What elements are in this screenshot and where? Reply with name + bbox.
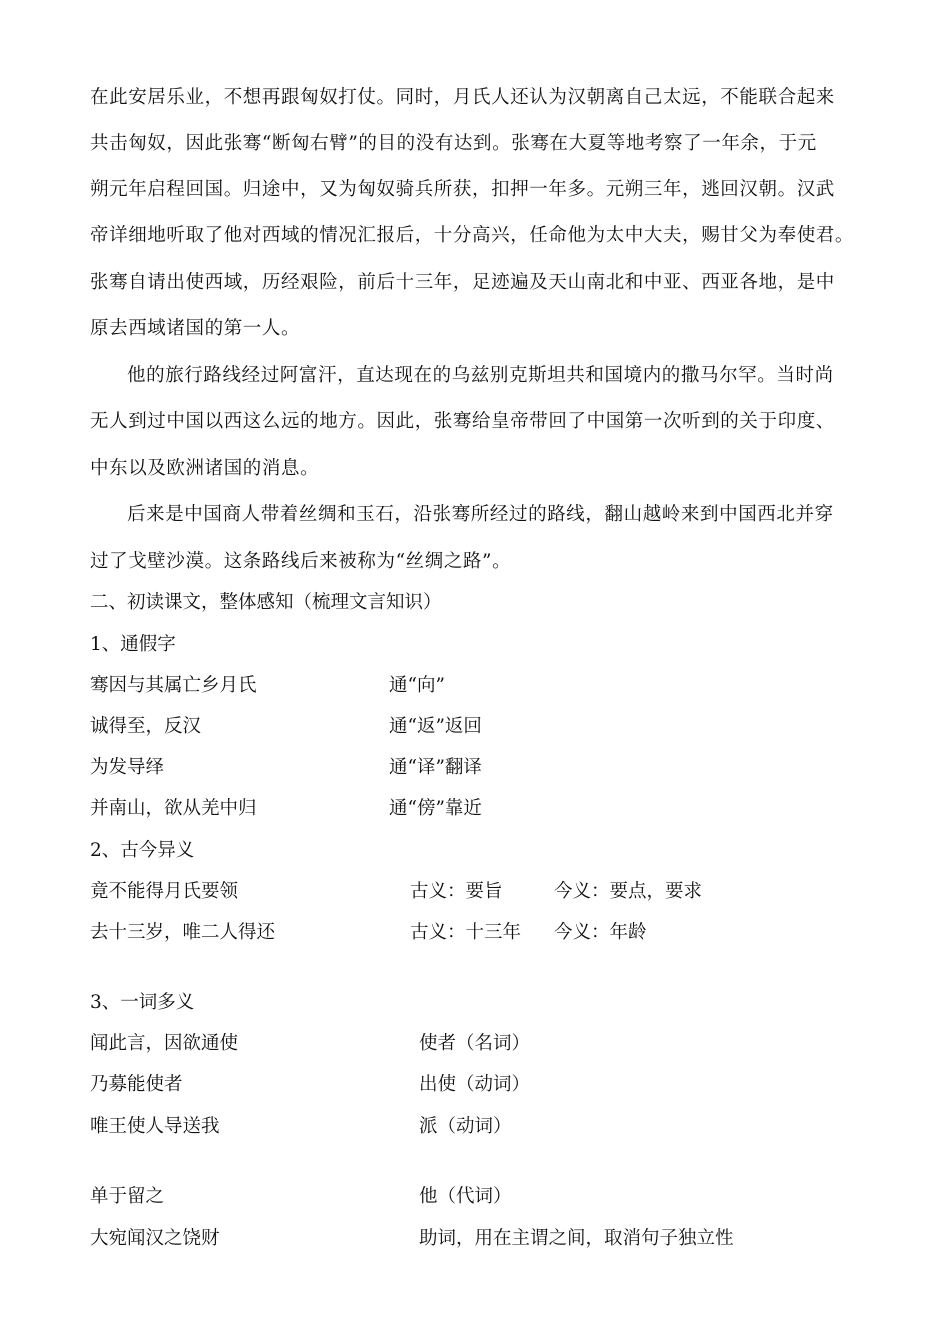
paragraph-line: 朔元年启程回国。归途中，又为匈奴骑兵所获，扣押一年多。元朔三年，逃回汉朝。汉武: [90, 179, 835, 200]
paragraph-line: 共击匈奴，因此张骞“断匈右臂”的目的没有达到。张骞在大夏等地考察了一年余，于元: [90, 133, 817, 154]
example-sentence: 闻此言，因欲通使: [90, 1033, 239, 1054]
word-meaning: 使者（名词）: [419, 1033, 531, 1054]
example-sentence: 竟不能得月氏要领: [90, 881, 239, 902]
explanation: 通“向”: [389, 675, 445, 696]
example-sentence: 诚得至，反汉: [90, 716, 202, 737]
ancient-meaning: 古义：十三年: [410, 922, 522, 943]
paragraph-line: 中东以及欧洲诸国的消息。: [90, 458, 320, 479]
example-sentence: 唯王使人导送我: [90, 1116, 220, 1137]
modern-meaning: 今义：要点，要求: [554, 881, 703, 902]
explanation: 通“译”翻译: [389, 757, 482, 778]
word-meaning: 派（动词）: [419, 1116, 512, 1137]
paragraph-line: 他的旅行路线经过阿富汗，直达现在的乌兹别克斯坦共和国境内的撒马尔罕。当时尚: [127, 365, 834, 386]
subsection-heading-yici: 3、一词多义: [90, 992, 195, 1013]
subsection-heading-tongjiazi: 1、通假字: [90, 634, 176, 655]
example-sentence: 为发导绎: [90, 757, 165, 778]
paragraph-line: 无人到过中国以西这么远的地方。因此，张骞给皇帝带回了中国第一次听到的关于印度、: [90, 411, 835, 432]
subsection-heading-gujin: 2、古今异义: [90, 840, 195, 861]
explanation: 通“傍”靠近: [389, 798, 482, 819]
explanation: 通“返”返回: [389, 716, 482, 737]
word-meaning: 他（代词）: [419, 1186, 512, 1207]
word-meaning: 助词，用在主谓之间，取消句子独立性: [419, 1228, 734, 1249]
modern-meaning: 今义：年龄: [554, 922, 647, 943]
ancient-meaning: 古义：要旨: [410, 881, 503, 902]
paragraph-line: 过了戈壁沙漠。这条路线后来被称为“丝绸之路”。: [90, 551, 512, 572]
example-sentence: 并南山，欲从羌中归: [90, 798, 257, 819]
example-sentence: 骞因与其属亡乡月氏: [90, 675, 257, 696]
section-heading: 二、初读课文，整体感知（梳理文言知识）: [90, 592, 442, 613]
paragraph-line: 原去西域诸国的第一人。: [90, 318, 301, 339]
paragraph-line: 后来是中国商人带着丝绸和玉石，沿张骞所经过的路线，翻山越岭来到中国西北并穿: [127, 504, 834, 525]
example-sentence: 大宛闻汉之饶财: [90, 1228, 220, 1249]
paragraph-line: 张骞自请出使西域，历经艰险，前后十三年，足迹遍及天山南北和中亚、西亚各地，是中: [90, 272, 835, 293]
word-meaning: 出使（动词）: [419, 1074, 531, 1095]
paragraph-line: 在此安居乐业，不想再跟匈奴打仗。同时，月氏人还认为汉朝离自己太远，不能联合起来: [90, 87, 835, 108]
paragraph-line: 帝详细地听取了他对西域的情况汇报后，十分高兴，任命他为太中大夫，赐甘父为奉使君。: [90, 225, 855, 246]
example-sentence: 单于留之: [90, 1186, 165, 1207]
example-sentence: 乃募能使者: [90, 1074, 183, 1095]
example-sentence: 去十三岁，唯二人得还: [90, 922, 276, 943]
